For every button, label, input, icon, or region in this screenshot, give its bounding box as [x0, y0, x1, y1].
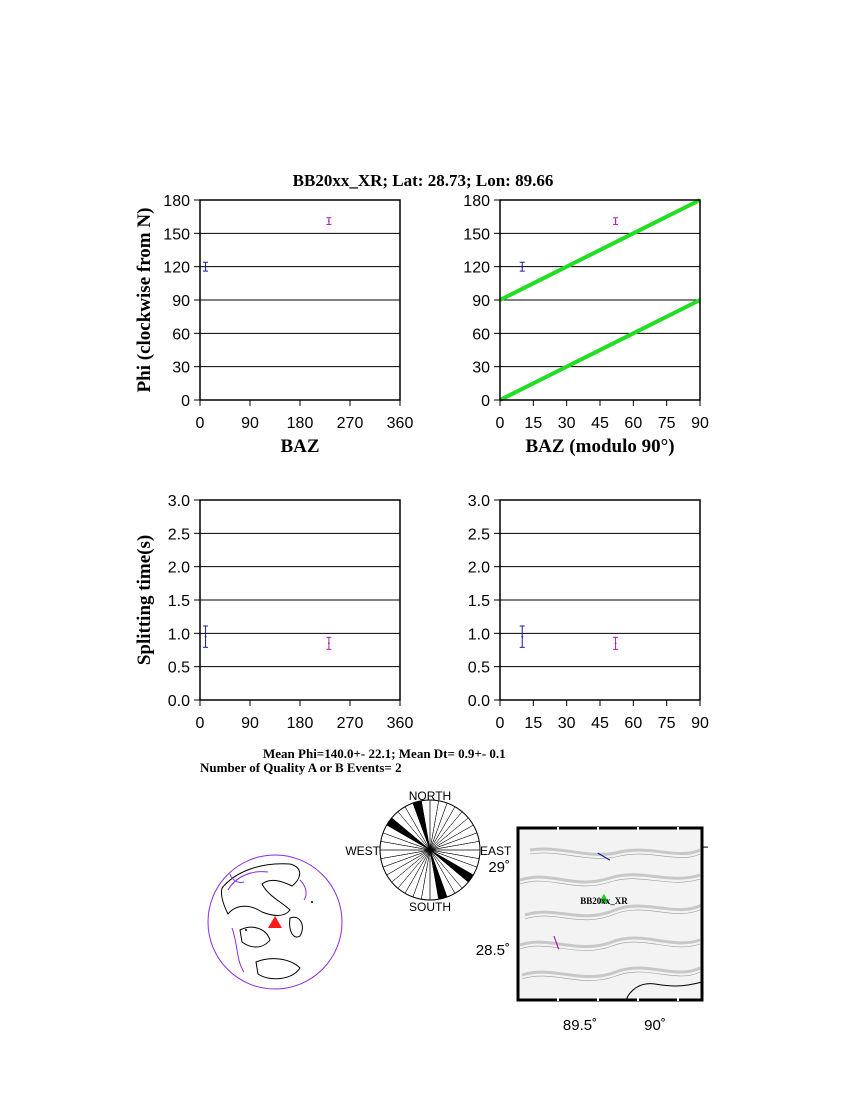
- rose-diagram: [380, 800, 480, 900]
- y-tick-label: 2.0: [167, 559, 190, 577]
- plot-panels: [134, 193, 709, 732]
- y-tick-label: 3.0: [467, 493, 490, 510]
- panel-phi-vs-baz: [134, 193, 413, 457]
- rose-label-north: NORTH: [408, 789, 452, 803]
- y-tick-label: 180: [463, 193, 490, 210]
- y-tick-label: 90: [472, 293, 490, 310]
- panel-dt-vs-baz: [134, 493, 413, 732]
- fit-line: [500, 300, 700, 400]
- y-tick-label: 0.5: [467, 659, 490, 677]
- y-tick-label: 2.5: [467, 526, 490, 544]
- y-tick-label: 60: [472, 326, 490, 344]
- point-marker: [328, 220, 330, 222]
- y-tick-label: 3.0: [167, 493, 190, 510]
- station-map: [518, 827, 708, 1001]
- x-tick-label: 270: [336, 715, 364, 732]
- x-tick-label: 0: [495, 415, 505, 432]
- y-tick-label: 180: [163, 193, 190, 210]
- x-tick-label: 270: [336, 415, 364, 432]
- mean-summary: Mean Phi=140.0+- 22.1; Mean Dt= 0.9+- 0.1: [263, 746, 506, 761]
- rose-wedge: [430, 818, 473, 850]
- y-tick-label: 1.5: [467, 593, 490, 610]
- point-marker: [615, 220, 617, 222]
- rose-label-west: WEST: [345, 844, 380, 858]
- x-tick-label: 30: [557, 415, 576, 432]
- y-tick-label: 150: [163, 226, 190, 244]
- y-tick-label: 0: [181, 393, 190, 410]
- panel-dt-vs-baz-mod90: [468, 493, 709, 732]
- x-tick-label: 45: [591, 715, 609, 732]
- point-marker: [615, 642, 617, 644]
- y-tick-label: 0.5: [167, 659, 190, 677]
- rose-wedge: [387, 850, 430, 882]
- y-tick-label: 60: [172, 326, 190, 344]
- x-tick-label: 90: [691, 415, 709, 432]
- x-tick-label: 60: [624, 415, 643, 432]
- x-tick-label: 90: [241, 715, 259, 732]
- x-axis-label: BAZ (modulo 90°): [525, 436, 675, 457]
- map-lon-tick-89-5: 89.5˚: [562, 1017, 598, 1034]
- rose-label-south: SOUTH: [409, 900, 451, 914]
- y-tick-label: 90: [172, 293, 190, 310]
- x-tick-label: 75: [657, 415, 676, 432]
- point-marker: [521, 266, 523, 268]
- x-tick-label: 180: [286, 415, 314, 432]
- x-axis-label: BAZ: [280, 436, 320, 457]
- point-marker: [328, 642, 330, 644]
- y-tick-label: 1.5: [167, 593, 190, 610]
- point-marker: [205, 636, 207, 638]
- x-tick-label: 15: [524, 715, 543, 732]
- figure-title: BB20xx_XR; Lat: 28.73; Lon: 89.66: [292, 171, 554, 190]
- globe-inset: [208, 855, 342, 989]
- y-tick-label: 30: [172, 359, 190, 377]
- x-tick-label: 75: [657, 715, 676, 732]
- event-count: Number of Quality A or B Events= 2: [200, 760, 402, 775]
- x-tick-label: 45: [591, 415, 609, 432]
- data-point: [613, 218, 618, 225]
- rose-label-east: EAST: [480, 844, 512, 858]
- data-point: [326, 637, 331, 649]
- y-axis-label: Splitting time(s): [134, 534, 155, 666]
- data-point: [520, 626, 525, 647]
- y-tick-label: 2.5: [167, 526, 190, 544]
- fit-line: [500, 200, 700, 300]
- y-tick-label: 0: [481, 393, 490, 410]
- x-tick-label: 60: [624, 715, 643, 732]
- x-tick-label: 0: [495, 715, 505, 732]
- panel-phi-vs-baz-mod90: [463, 193, 709, 457]
- data-point: [613, 637, 618, 649]
- point-marker: [205, 266, 207, 268]
- rose-wedge: [398, 850, 430, 893]
- x-tick-label: 0: [195, 715, 205, 732]
- y-tick-label: 120: [163, 259, 190, 277]
- x-tick-label: 15: [524, 415, 543, 432]
- map-lat-tick-29: 29˚: [488, 859, 510, 876]
- data-point: [326, 218, 331, 225]
- x-tick-label: 90: [691, 715, 709, 732]
- x-tick-label: 360: [386, 715, 414, 732]
- y-axis-label: Phi (clockwise from N): [134, 207, 155, 393]
- y-tick-label: 1.0: [167, 626, 190, 644]
- map-lat-tick-28-5: 28.5˚: [475, 942, 510, 959]
- y-tick-label: 1.0: [467, 626, 490, 644]
- rose-wedge: [430, 807, 462, 850]
- x-tick-label: 360: [386, 415, 414, 432]
- data-point: [203, 626, 208, 647]
- map-station-label: BB20xx_XR: [580, 896, 628, 906]
- y-tick-label: 2.0: [467, 559, 490, 577]
- y-tick-label: 0.0: [467, 693, 490, 710]
- x-tick-label: 180: [286, 715, 314, 732]
- y-tick-label: 150: [463, 226, 490, 244]
- y-tick-label: 30: [472, 359, 490, 377]
- y-tick-label: 120: [463, 259, 490, 277]
- x-tick-label: 30: [557, 715, 576, 732]
- map-lon-tick-90: 90˚: [644, 1017, 666, 1034]
- x-tick-label: 0: [195, 415, 205, 432]
- y-tick-label: 0.0: [167, 693, 190, 710]
- x-tick-label: 90: [241, 415, 259, 432]
- point-marker: [521, 636, 523, 638]
